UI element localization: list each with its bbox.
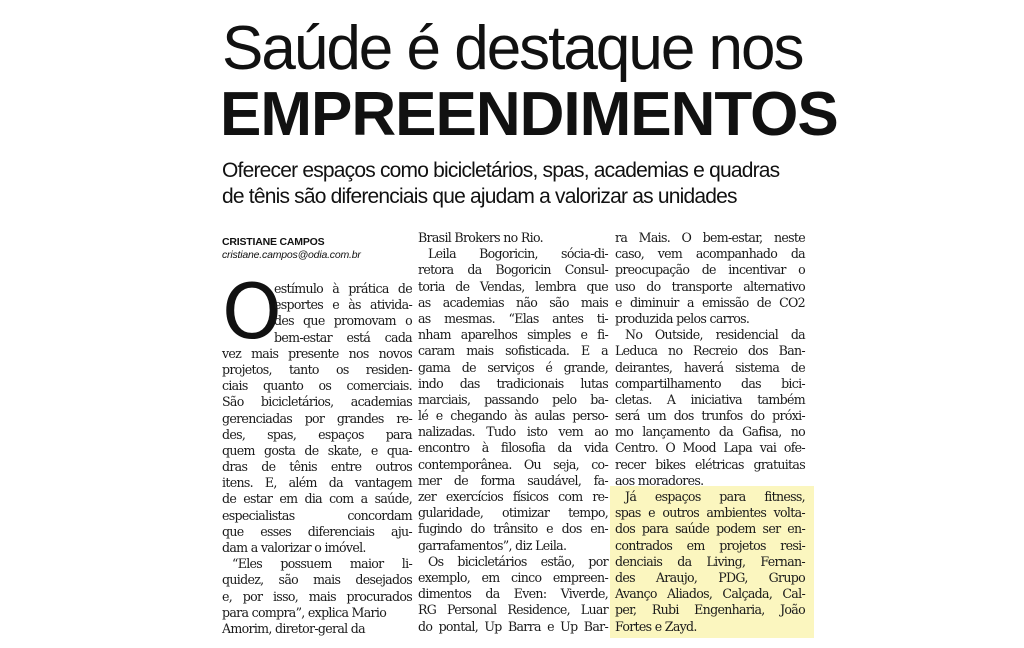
article-line: ciais quanto os comerciais. bbox=[222, 378, 412, 394]
article-line: recer bikes elétricas gratuitas bbox=[615, 456, 805, 472]
article-line: Brasil Brokers no Rio. bbox=[418, 230, 543, 245]
article-column-1 bbox=[222, 267, 412, 637]
article-line: e diminuir a emissão de CO2 bbox=[615, 294, 805, 310]
article-line: aos moradores. bbox=[615, 472, 704, 488]
article-column-3 bbox=[615, 230, 805, 635]
article-line: Os bicicletários estão, por bbox=[428, 553, 608, 569]
article-line: Fortes e Zayd. bbox=[615, 618, 697, 634]
article-line: e, por isso, mais procurados bbox=[222, 588, 412, 604]
article-line: exemplo, em cinco empreen- bbox=[418, 569, 608, 585]
article-line: RG Personal Residence, Luar bbox=[418, 602, 608, 618]
article-line: dos para saúde podem ser en- bbox=[615, 521, 805, 537]
drop-cap: O bbox=[222, 267, 282, 356]
article-line: contemporânea. Ou seja, co- bbox=[418, 456, 608, 472]
article-line: esportes e às ativida- bbox=[274, 297, 412, 313]
article-line: Já espaços para fitness, bbox=[625, 489, 805, 504]
article-line: fugindo do trânsito e dos en- bbox=[418, 521, 608, 537]
article-line: quidez, são mais desejados bbox=[222, 572, 412, 588]
article-line: quem gosta de skate, e qua- bbox=[222, 442, 412, 458]
article-line: uso do transporte alternativo bbox=[615, 278, 805, 294]
article-line: dimentos da Even: Viverde, bbox=[418, 586, 608, 602]
article-line: as mesmas. “Elas antes ti- bbox=[418, 310, 608, 326]
article-line: de estar em dia com a saúde, bbox=[222, 491, 412, 507]
article-line: zer exercícios físicos com re- bbox=[418, 489, 608, 504]
article-line: itens. E, além da vantagem bbox=[222, 475, 412, 491]
article-line: bem-estar está cada bbox=[274, 329, 412, 345]
article-line: deirantes, haverá sistema de bbox=[615, 359, 805, 375]
article-line: Leila Bogoricin, sócia-di- bbox=[428, 246, 608, 262]
article-line: especialistas concordam bbox=[222, 507, 412, 523]
article-line: Centro. O Mood Lapa vai ofe- bbox=[615, 440, 805, 456]
article-line: dras de tênis entre outros bbox=[222, 459, 412, 475]
article-line: preocupação de incentivar o bbox=[615, 262, 805, 278]
article-line: gerenciadas por grandes re- bbox=[222, 410, 412, 426]
article-line: “Eles possuem maior li- bbox=[232, 556, 412, 572]
article-line: des, spas, espaços para bbox=[222, 426, 412, 442]
article-line: dam a valorizar o imóvel. bbox=[222, 540, 366, 555]
article-line: marciais, passando pelo ba- bbox=[418, 391, 608, 407]
subheadline bbox=[222, 158, 822, 210]
article-line: nalizadas. Tudo isto vem ao bbox=[418, 424, 608, 440]
article-line: Avanço Aliados, Calçada, Cal- bbox=[615, 586, 805, 602]
article-line: as academias não são mais bbox=[418, 294, 608, 310]
article-line: compartilhamento das bici- bbox=[615, 375, 805, 391]
article-line: vez mais presente nos novos bbox=[222, 345, 412, 361]
article-line: estímulo à prática de bbox=[274, 281, 412, 296]
article-line: toria de Vendas, lembra que bbox=[418, 278, 608, 294]
author-name: CRISTIANE CAMPOS bbox=[222, 236, 325, 248]
article-line: Leduca no Recreio dos Ban- bbox=[615, 343, 805, 359]
article-line: que esses diferenciais aju- bbox=[222, 523, 412, 539]
article-line: spas e outros ambientes volta- bbox=[615, 505, 805, 521]
article-line: cletas. A iniciativa também bbox=[615, 391, 805, 407]
byline bbox=[222, 236, 412, 262]
headline-line-1: Saúde é destaque nos bbox=[222, 14, 803, 83]
article-line: des Araujo, PDG, Grupo bbox=[615, 569, 805, 585]
article-line: garrafamentos”, diz Leila. bbox=[418, 537, 567, 553]
article-line: Amorim, diretor-geral da bbox=[222, 620, 365, 636]
article-line: contrados em projetos resi- bbox=[615, 537, 805, 553]
article-line: do pontal, Up Barra e Up Bar- bbox=[418, 618, 608, 634]
subheadline-line-1: Oferecer espaços como bicicletários, spas, academias e quadras bbox=[222, 159, 780, 182]
article-line: gama de serviços é grande, bbox=[418, 359, 608, 375]
subheadline-line-2: de tênis são diferenciais que ajudam a valorizar as unidades bbox=[222, 185, 737, 208]
article-line: para compra”, explica Mario bbox=[222, 604, 387, 620]
article-line: indo das tradicionais lutas bbox=[418, 375, 608, 391]
article-line: denciais da Living, Fernan- bbox=[615, 553, 805, 569]
article-line: des que promovam o bbox=[274, 313, 412, 329]
article-line: No Outside, residencial da bbox=[625, 327, 805, 343]
article-line: São bicicletários, academias bbox=[222, 394, 412, 410]
article-column-2 bbox=[418, 230, 608, 635]
author-email[interactable]: cristiane.campos@odia.com.br bbox=[222, 249, 361, 261]
article-line: produzida pelos carros. bbox=[615, 310, 750, 326]
article-line: caso, vem acompanhado da bbox=[615, 246, 805, 262]
article-line: encontro à filosofia da vida bbox=[418, 440, 608, 456]
article-line: será um dos trunfos do próxi- bbox=[615, 408, 805, 424]
article-line: ra Mais. O bem-estar, neste bbox=[615, 230, 805, 245]
article-line: gularidade, otimizar tempo, bbox=[418, 505, 608, 521]
article-line: projetos, tanto os residen- bbox=[222, 361, 412, 377]
article-line: lé e chegando às aulas perso- bbox=[418, 408, 608, 424]
article-line: retora da Bogoricin Consul- bbox=[418, 262, 608, 278]
article-line: per, Rubi Engenharia, João bbox=[615, 602, 805, 618]
article-line: mer de forma saudável, fa- bbox=[418, 472, 608, 488]
article-line: nham aparelhos simples e fi- bbox=[418, 327, 608, 343]
article-line: caram mais sofisticada. E a bbox=[418, 343, 608, 359]
headline-line-2: EMPREENDIMENTOS bbox=[220, 80, 838, 149]
article-line: mo lançamento da Gafisa, no bbox=[615, 424, 805, 440]
